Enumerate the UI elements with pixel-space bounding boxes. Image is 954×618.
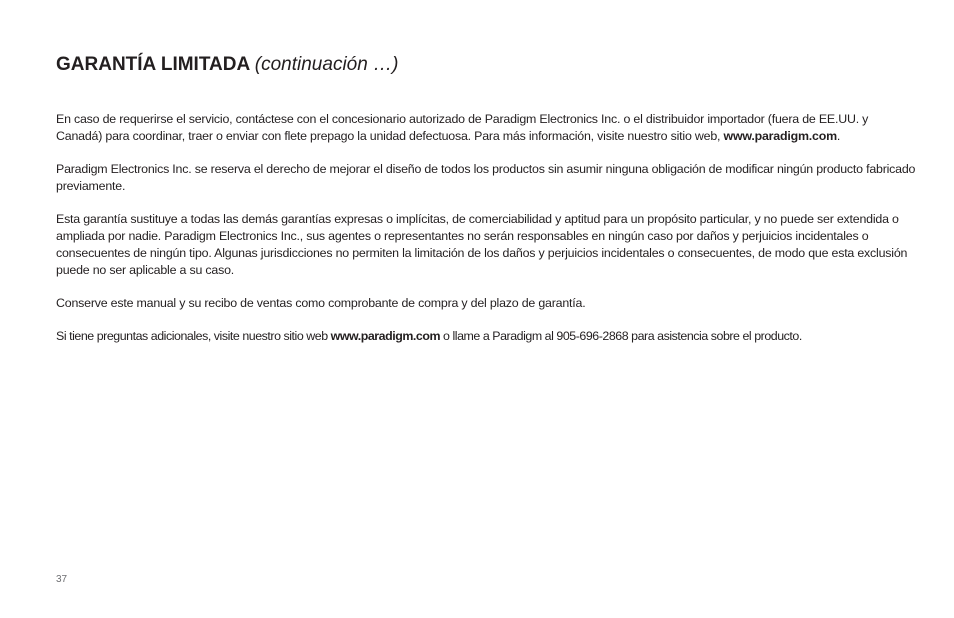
paragraph-service — [56, 111, 916, 145]
paragraph-warranty-exclusions: Esta garantía sustituye a todas las demás garantías expresas o implícitas, de comerciabilidad y aptitud para un propósito particular, y no puede ser extendida o ampliada por nadie. Paradigm Electronics Inc., sus agentes o representantes no serán responsables en ningún caso por daños y perjuicios incidentales o consecuentes de ningún tipo. Algunas jurisdicciones no permiten la limitación de los daños y perjuicios incidentales o consecuentes, de modo que esta exclusión puede no ser aplicable a su caso. — [56, 212, 908, 277]
website-link-contact[interactable]: www.paradigm.com — [330, 329, 441, 343]
paragraph-service-text: En caso de requerirse el servicio, contáctese con el concesionario autorizado de Paradigm Electronics Inc. o el distribuidor importador (fuera de EE.UU. y Canadá) para coordinar, traer o enviar con flete prepago la unidad defectuosa. Para más información, visite nuestro sitio web, — [56, 112, 869, 143]
title-continuation: (continuación …) — [254, 54, 399, 75]
paragraph-keep-manual: Conserve este manual y su recibo de ventas como comprobante de compra y del plazo de garantía. — [56, 296, 586, 310]
title-main: GARANTÍA LIMITADA — [56, 54, 250, 75]
paragraph-service-end: . — [836, 129, 841, 143]
paragraph-contact-end: o llame a Paradigm al 905-696-2868 para asistencia sobre el producto. — [440, 329, 802, 343]
paragraph-improvements: Paradigm Electronics Inc. se reserva el derecho de mejorar el diseño de todos los productos sin asumir ninguna obligación de modificar ningún producto fabricado previamente. — [56, 162, 916, 193]
website-link[interactable]: www.paradigm.com — [723, 129, 837, 143]
page-title — [56, 53, 398, 77]
paragraph-contact-text: Si tiene preguntas adicionales, visite nuestro sitio web — [56, 329, 331, 343]
paragraph-contact — [56, 328, 916, 345]
page-number: 37 — [56, 574, 68, 585]
body-text — [56, 111, 916, 361]
